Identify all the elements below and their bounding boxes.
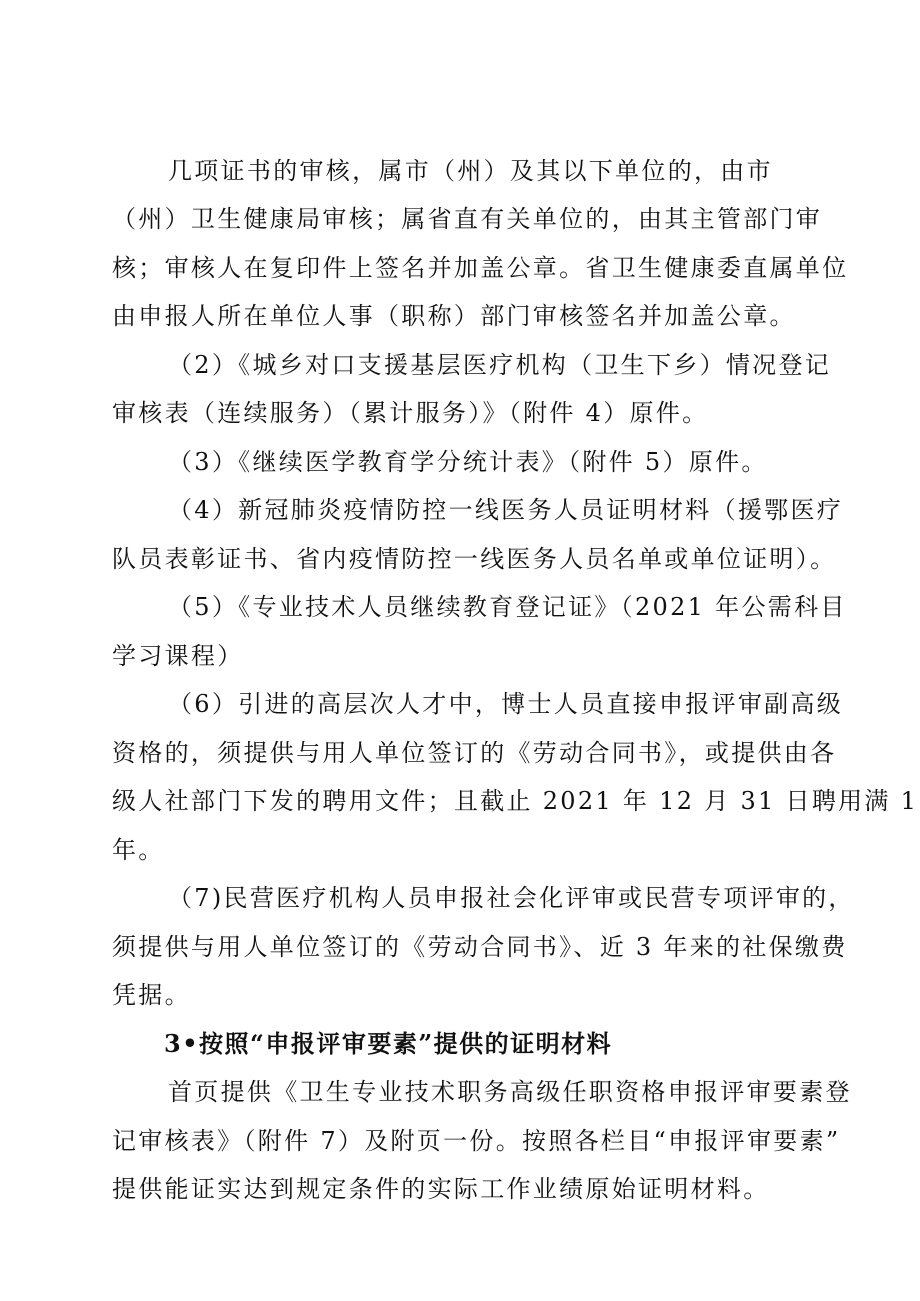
list-item-6-line: 级人社部门下发的聘用文件；且截止 2021 年 12 月 31 日聘用满 1 — [112, 787, 919, 815]
paragraph-line: 记审核表》（附件 7）及附页一份。按照各栏目“申报评审要素” — [112, 1127, 841, 1155]
list-item-5-line: （5）《专业技术人员继续教育登记证》（2021 年公需科目 — [168, 593, 847, 621]
list-item-2-line: （2）《城乡对口支援基层医疗机构（卫生下乡）情况登记 — [168, 351, 832, 379]
paragraph-line: 由申报人所在单位人事（职称）部门审核签名并加盖公章。 — [112, 302, 796, 330]
list-item-3-line: （3）《继续医学教育学分统计表》（附件 5）原件。 — [168, 448, 768, 476]
paragraph-line: （州）卫生健康局审核；属省直有关单位的，由其主管部门审 — [112, 205, 823, 233]
paragraph-line: 核；审核人在复印件上签名并加盖公章。省卫生健康委直属单位 — [112, 254, 849, 282]
list-item-4-line: 队员表彰证书、省内疫情防控一线医务人员名单或单位证明）。 — [112, 545, 837, 573]
list-item-2-line: 审核表（连续服务）（累计服务）》（附件 4）原件。 — [112, 399, 709, 427]
paragraph-line: 几项证书的审核，属市（州）及其以下单位的，由市 — [168, 157, 773, 185]
list-item-6-line: （6）引进的高层次人才中，博士人员直接申报评审副高级 — [168, 690, 844, 718]
list-item-7-line: （7)民营医疗机构人员申报社会化评审或民营专项评审的， — [168, 884, 855, 912]
list-item-7-line: 凭据。 — [112, 981, 191, 1009]
list-item-5-line: 学习课程） — [112, 642, 244, 670]
list-item-6-line: 年。 — [112, 836, 165, 864]
list-item-7-line: 须提供与用人单位签订的《劳动合同书》、近 3 年来的社保缴费 — [112, 933, 848, 961]
section-heading: 3•按照“申报评审要素”提供的证明材料 — [164, 1029, 613, 1058]
paragraph-line: 首页提供《卫生专业技术职务高级任职资格申报评审要素登 — [168, 1078, 852, 1106]
list-item-6-line: 资格的，须提供与用人单位签订的《劳动合同书》，或提供由各 — [112, 739, 837, 767]
list-item-4-line: （4）新冠肺炎疫情防控一线医务人员证明材料（援鄂医疗 — [168, 496, 844, 524]
paragraph-line: 提供能证实达到规定条件的实际工作业绩原始证明材料。 — [112, 1175, 770, 1203]
